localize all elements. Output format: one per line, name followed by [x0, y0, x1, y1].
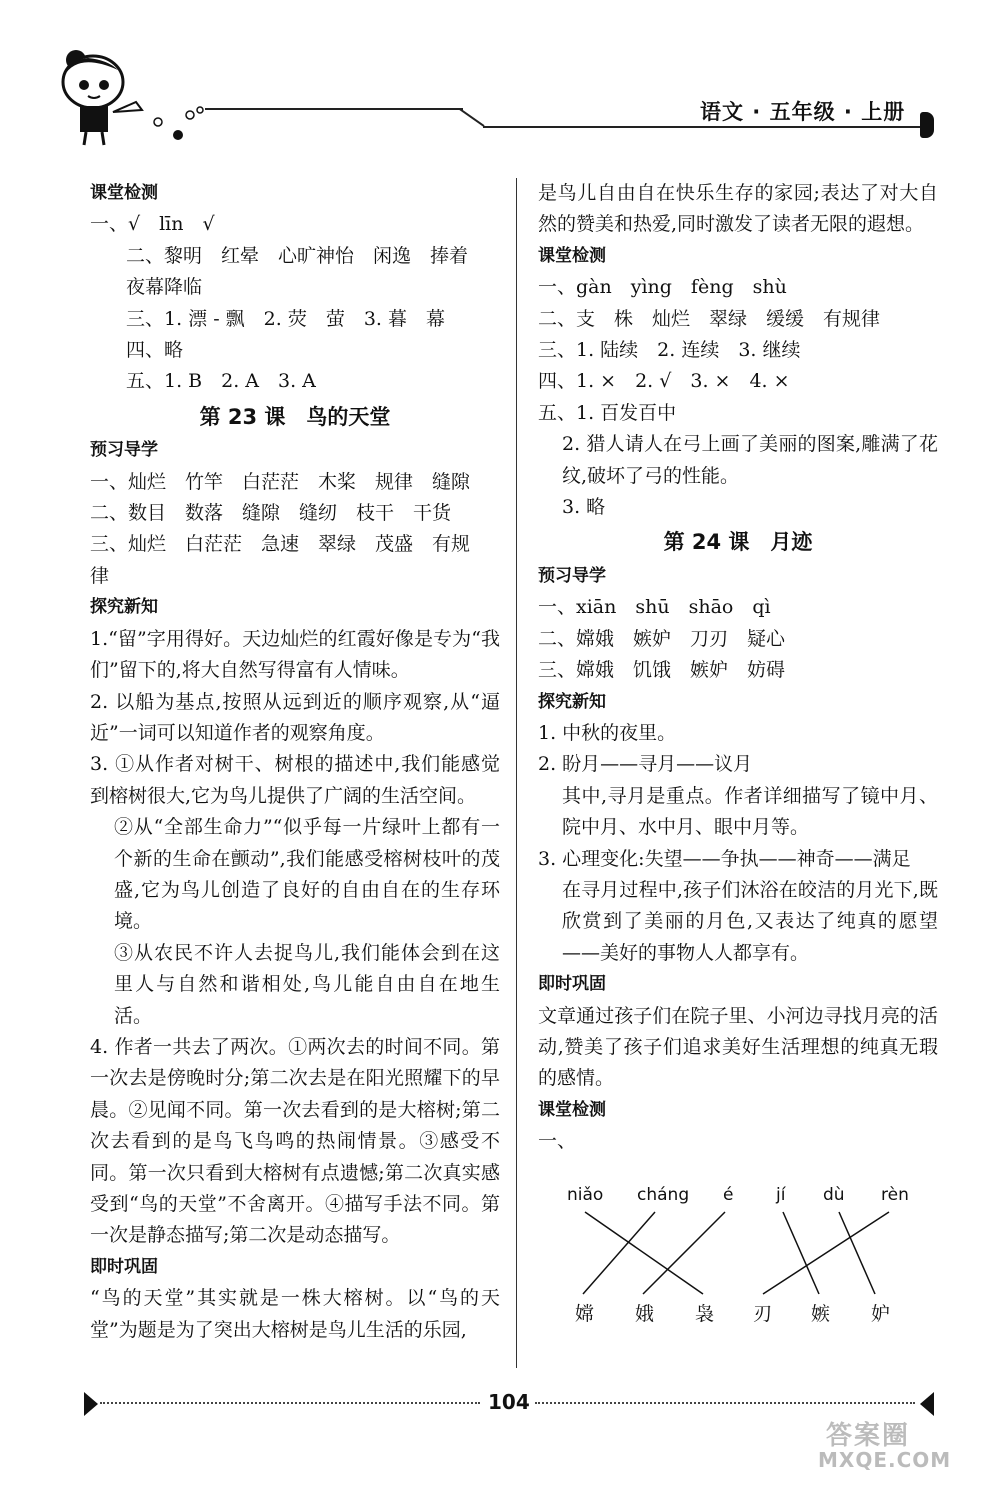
- footer-arrow-left-icon: [84, 1392, 98, 1416]
- answer-line: 3. 心理变化:失望——争执——神奇——满足: [538, 847, 911, 870]
- answer-paragraph: ②从“全部生命力”“似乎每一片绿叶上都有一个新的生命在颤动”,我们能感受榕树枝叶的茂盛,它为鸟儿创造了良好的自由自在的生存环境。: [114, 816, 500, 933]
- answer-line: 一、xiān shū shāo qì: [538, 596, 771, 619]
- answer-line: 律: [90, 564, 110, 587]
- answer-line: 五、1. 百发百中: [538, 401, 677, 424]
- header-rule-right: [483, 126, 923, 128]
- answer-line: 1. 中秋的夜里。: [538, 721, 677, 744]
- answer-line: 三、1. 漂 - 飘 2. 荧 萤 3. 暮 幕: [126, 307, 446, 330]
- answer-line: 二、数目 数落 缝隙 缝纫 枝干 干货: [90, 502, 452, 525]
- answer-paragraph: “鸟的天堂”其实就是一株大榕树。以“鸟的天堂”为题是为了突出大榕树是鸟儿生活的乐园,: [90, 1287, 500, 1341]
- character-label: 刃: [753, 1303, 773, 1325]
- answer-paragraph: ③从农民不许人去捉鸟儿,我们能体会到在这里人与自然和谐相处,鸟儿能自由自在地生活。: [114, 941, 500, 1027]
- header-tab-marker: [920, 112, 934, 138]
- answer-line: 二、嫦娥 嫉妒 刀刃 疑心: [538, 627, 786, 650]
- answer-paragraph: 在寻月过程中,孩子们沐浴在皎洁的月光下,既欣赏到了美丽的月色,又表达了纯真的愿望——美好的事物人人都享有。: [562, 878, 938, 964]
- footer-arrow-right-icon: [920, 1392, 934, 1416]
- footer-dotted-rule: [100, 1402, 480, 1404]
- answer-paragraph: 3. ①从作者对树干、树根的描述中,我们能感觉到榕树很大,它为鸟儿提供了广阔的生活空间。: [90, 753, 500, 807]
- section-heading: 探究新知: [90, 597, 158, 618]
- watermark-url: MXQE.COM: [818, 1448, 952, 1472]
- answer-paragraph: 是鸟儿自由自在快乐生存的家园;表达了对大自然的赞美和热爱,同时激发了读者无限的遐想。: [538, 182, 938, 236]
- answer-paragraph: 2. 猎人请人在弓上画了美丽的图案,雕满了花纹,破坏了弓的性能。: [562, 433, 938, 487]
- answer-line: 一、: [538, 1130, 577, 1153]
- character-label: 嫦: [575, 1303, 595, 1325]
- character-label: 妒: [871, 1303, 891, 1325]
- pinyin-label: niǎo: [567, 1185, 604, 1205]
- answer-line: 2. 盼月——寻月——议月: [538, 753, 753, 776]
- answer-line: 三、嫦娥 饥饿 嫉妒 妨碍: [538, 659, 786, 682]
- answer-line: 一、gàn yìng fèng shù: [538, 276, 787, 299]
- lesson-title: 第 24 课 月迹: [663, 530, 813, 555]
- footer-dotted-rule: [535, 1402, 915, 1404]
- answer-line: 四、略: [126, 339, 184, 362]
- answer-paragraph: 4. 作者一共去了两次。①两次去的时间不同。第一次去是傍晚时分;第二次去是在阳光照耀下的早晨。②见闻不同。第一次去看到的是大榕树;第二次去看到的是鸟飞鸟鸣的热闹情景。③感受不同。第一次只看到大榕树有点遗憾;第二次真实感受到“鸟的天堂”不舍离开。④描写手法不同。第一次是静态描写;第二次是动态描写。: [90, 1035, 500, 1247]
- pinyin-matching-diagram: [555, 1178, 915, 1338]
- section-heading: 课堂检测: [538, 1099, 606, 1120]
- pinyin-label: rèn: [881, 1185, 909, 1205]
- character-label: 娥: [635, 1303, 655, 1325]
- section-heading: 预习导学: [538, 565, 606, 586]
- answer-line: 四、1. × 2. √ 3. × 4. ×: [538, 370, 790, 393]
- girl-mascot-icon: [28, 40, 218, 150]
- section-heading: 探究新知: [538, 691, 606, 712]
- answer-line: 一、√ līn √: [90, 213, 215, 236]
- pinyin-label: é: [723, 1185, 734, 1205]
- lesson-title: 第 23 课 鸟的天堂: [199, 404, 391, 429]
- section-heading: 即时巩固: [90, 1256, 158, 1277]
- section-heading: 课堂检测: [538, 245, 606, 266]
- watermark: [808, 1415, 988, 1475]
- section-heading: 课堂检测: [90, 183, 158, 203]
- left-column: [90, 178, 500, 1346]
- answer-line: 二、黎明 红晕 心旷神怡 闲逸 捧着: [126, 244, 469, 267]
- watermark-logo: 答案圈: [826, 1421, 911, 1451]
- answer-line: 3. 略: [562, 496, 606, 519]
- answer-line: 三、1. 陆续 2. 连续 3. 继续: [538, 339, 801, 362]
- character-label: 袅: [695, 1303, 715, 1325]
- header-rule-slant: [459, 108, 485, 127]
- pinyin-label: cháng: [637, 1185, 690, 1205]
- pinyin-label: dù: [823, 1185, 845, 1205]
- answer-line: 五、1. B 2. A 3. A: [126, 370, 316, 393]
- answer-paragraph: 1.“留”字用得好。天边灿烂的红霞好像是专为“我们”留下的,将大自然写得富有人情味。: [90, 627, 500, 682]
- section-heading: 预习导学: [90, 440, 158, 461]
- answer-paragraph: 文章通过孩子们在院子里、小河边寻找月亮的活动,赞美了孩子们追求美好生活理想的纯真无瑕的感情。: [538, 1004, 938, 1090]
- match-line: [783, 1212, 819, 1294]
- answer-line: 三、灿烂 白茫茫 急速 翠绿 茂盛 有规: [90, 533, 471, 556]
- answer-line: 夜幕降临: [126, 276, 203, 299]
- answer-paragraph: 2. 以船为基点,按照从远到近的顺序观察,从“逼近”一词可以知道作者的观察角度。: [90, 690, 500, 744]
- section-heading: 即时巩固: [538, 974, 606, 995]
- book-title: 语文 · 五年级 · 上册: [700, 100, 906, 124]
- pinyin-label: jí: [776, 1185, 786, 1205]
- right-column: [538, 178, 938, 1158]
- answer-line: 一、灿烂 竹竿 白茫茫 木桨 规律 缝隙: [90, 470, 471, 493]
- page-number: 104: [488, 1390, 530, 1414]
- character-label: 嫉: [811, 1303, 831, 1325]
- header-rule-left: [205, 108, 463, 110]
- answer-paragraph: 其中,寻月是重点。作者详细描写了镜中月、院中月、水中月、眼中月等。: [562, 784, 938, 839]
- answer-line: 二、支 株 灿烂 翠绿 缓缓 有规律: [538, 307, 881, 330]
- column-divider: [516, 178, 517, 1368]
